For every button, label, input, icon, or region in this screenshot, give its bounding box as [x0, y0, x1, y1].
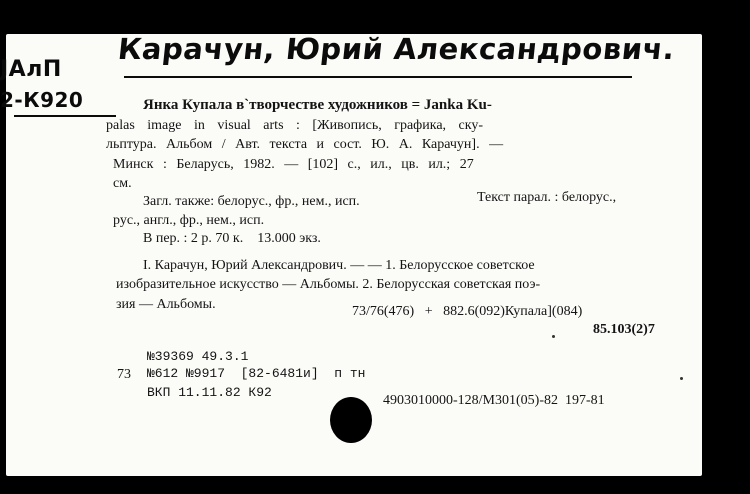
title-line-5: см. — [113, 176, 132, 191]
title-line-4: Минск : Беларусь, 1982. — [102] с., ил., цв. ил.; 27 — [113, 157, 474, 172]
registry-line-2: №612 №9917 [82-6481и] п тн — [147, 366, 366, 381]
tracing-line-2: изобразительное искусство — Альбомы. 2. Белорусская советская поэ- — [116, 277, 541, 292]
handwritten-author-heading: Карачун, Юрий Александрович. — [116, 32, 677, 66]
notes-line-2: рус., англ., фр., нем., исп. — [113, 213, 265, 228]
call-number-line2: 2-К920 — [0, 88, 84, 112]
title-line-3: льптура. Альбом / Авт. текста и сост. Ю. А. Карачун]. — — [106, 137, 504, 152]
call-number-rule — [14, 115, 116, 117]
title-line-1: Янка Купала в`творчестве художников = Janka Ku- — [143, 97, 492, 113]
call-number-line1: ЈАлП — [0, 57, 62, 82]
registry-line-1: №39369 49.3.1 — [147, 349, 249, 364]
heading-underline — [124, 76, 632, 78]
title-line-2: palas image in visual arts : [Живопись, графика, ску- — [106, 118, 484, 133]
tracing-line-1: I. Карачун, Юрий Александрович. — — 1. Белорусское советское — [143, 258, 535, 273]
punch-hole — [330, 397, 372, 443]
notes-line-1b: Текст парал. : белорус., — [477, 190, 617, 205]
speck — [552, 335, 555, 338]
bbk-index: 85.103(2)7 — [593, 322, 655, 337]
notes-line-3: В пер. : 2 р. 70 к. 13.000 экз. — [143, 231, 321, 246]
speck — [680, 377, 683, 380]
isbn-code: 4903010000-128/М301(05)-82 197-81 — [383, 393, 605, 408]
registry-prefix: 73 — [117, 367, 131, 382]
notes-line-1: Загл. также: белорус., фр., нем., исп. — [143, 194, 360, 209]
tracing-line-3: зия — Альбомы. — [116, 297, 216, 312]
registry-line-3: ВКП 11.11.82 К92 — [147, 385, 272, 400]
udc-index: 73/76(476) + 882.6(092)Купала](084) — [352, 304, 583, 319]
